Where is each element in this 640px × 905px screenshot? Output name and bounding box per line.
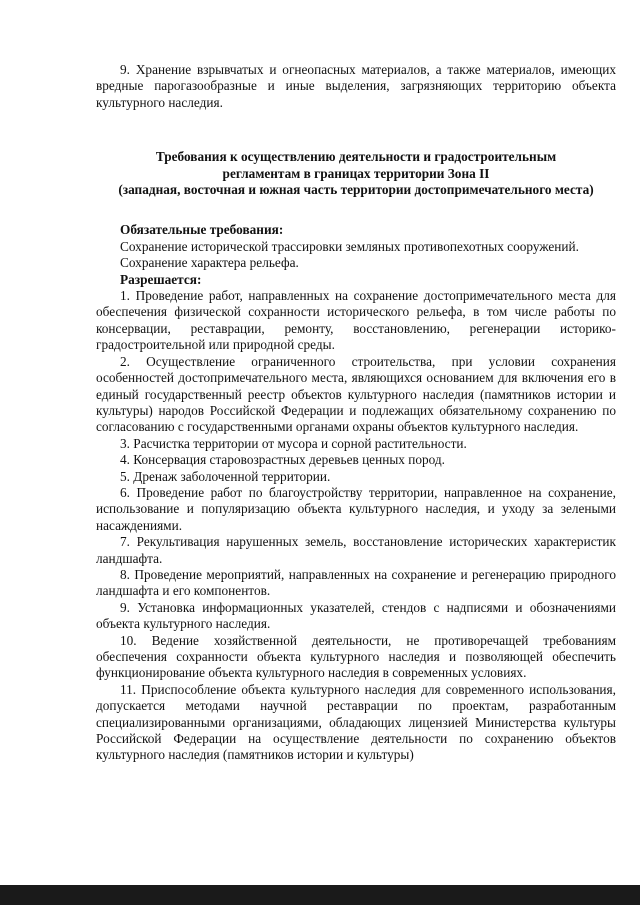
allowed-item-5: 5. Дренаж заболоченной территории. bbox=[120, 468, 331, 484]
allowed-item-2: 2. Осуществление ограниченного строительства, при условии сохранения особенностей достопримечательного места, являющихся основанием для включения его в единый государственный реестр объектов культурного наследия (памятников истории и культуры) народов Российской Федерации и подлежащих обязательному сохранению по согласованию с государственными органами охраны объектов культурного наследия. bbox=[96, 353, 616, 435]
heading-line-3: (западная, восточная и южная часть территории достопримечательного места) bbox=[118, 182, 594, 198]
scan-bottom-edge bbox=[0, 885, 640, 905]
required-item-2: Сохранение характера рельефа. bbox=[120, 255, 299, 271]
heading-line-1: Требования к осуществлению деятельности и градостроительным bbox=[155, 149, 557, 165]
allowed-item-3: 3. Расчистка территории от мусора и сорной растительности. bbox=[120, 435, 467, 451]
allowed-item-10: 10. Ведение хозяйственной деятельности, не противоречащей требованиям обеспечения сохранности объекта культурного наследия и позволяющей обеспечить функционирование объекта культурного наследия в современных условиях. bbox=[96, 632, 616, 681]
required-item-1: Сохранение исторической трассировки земляных противопехотных сооружений. bbox=[120, 238, 579, 254]
allowed-item-8: 8. Проведение мероприятий, направленных на сохранение и регенерацию природного ландшафта и его компонентов. bbox=[96, 566, 616, 599]
required-title: Обязательные требования: bbox=[120, 222, 284, 238]
section-heading bbox=[96, 149, 616, 198]
intro-paragraph: 9. Хранение взрывчатых и огнеопасных материалов, а также материалов, имеющих вредные парогазообразные и иные выделения, загрязняющих территорию объекта культурного наследия. bbox=[96, 62, 616, 110]
allowed-item-6: 6. Проведение работ по благоустройству территории, направленное на сохранение, использование и популяризацию объекта культурного наследия, и уходу за зелеными насаждениями. bbox=[96, 484, 616, 533]
allowed-item-9: 9. Установка информационных указателей, стендов с надписями и обозначениями объекта культурного наследия. bbox=[96, 599, 616, 632]
allowed-item-1: 1. Проведение работ, направленных на сохранение достопримечательного места для обеспечения физической сохранности исторического рельефа, в том числе работы по консервации, реставрации, ремонту, восстановлению, регенерации историко-градостроительной или природной среды. bbox=[96, 288, 616, 353]
allowed-title: Разрешается: bbox=[120, 271, 202, 287]
document-body bbox=[96, 62, 616, 764]
allowed-item-7: 7. Рекультивация нарушенных земель, восстановление исторических характеристик ландшафта. bbox=[96, 534, 616, 566]
allowed-item-4: 4. Консервация старовозрастных деревьев ценных пород. bbox=[120, 452, 445, 468]
allowed-item-11: 11. Приспособление объекта культурного наследия для современного использования, допускается методами научной реставрации по проектам, разработанным специализированными организациями, обладающих лицензией Министерства культуры Российской Федерации на осуществление деятельности по сохранению объектов культурного наследия (памятников истории и культуры) bbox=[96, 681, 616, 763]
heading-line-2: регламентам в границах территории Зона II bbox=[222, 165, 490, 181]
